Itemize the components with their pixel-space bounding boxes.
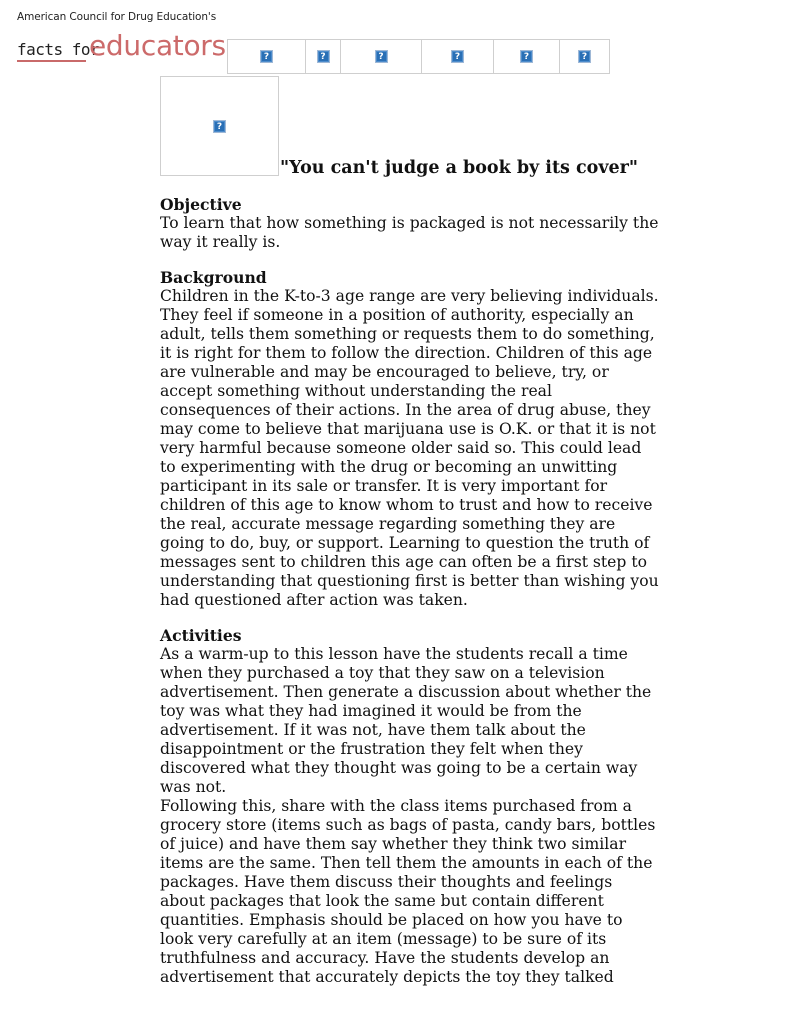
logo-prefix: facts for (17, 40, 100, 59)
broken-image-icon: ? (260, 50, 273, 63)
section-background (160, 268, 660, 610)
section-activities (160, 626, 660, 987)
broken-image-icon: ? (520, 50, 533, 63)
section-objective (160, 195, 660, 252)
nav-item-5[interactable] (493, 39, 559, 74)
logo-underline (17, 60, 86, 62)
broken-image-icon: ? (375, 50, 388, 63)
section-paragraph: To learn that how something is packaged is not necessarily the way it really is. (160, 214, 659, 251)
broken-image-icon: ? (578, 50, 591, 63)
broken-image-icon: ? (451, 50, 464, 63)
lesson-title: "You can't judge a book by its cover" (280, 158, 638, 178)
nav-item-2[interactable] (305, 39, 340, 74)
lesson-image (160, 76, 279, 176)
section-heading: Background (160, 268, 267, 287)
broken-image-icon: ? (317, 50, 330, 63)
main-nav (227, 39, 610, 74)
broken-image-icon: ? (213, 120, 226, 133)
nav-item-6[interactable] (559, 39, 610, 74)
logo-name: educators (89, 29, 226, 62)
section-paragraph: Following this, share with the class items purchased from a grocery store (items such as bags of pasta, candy bars, bottles of juice) and have them say whether they think two similar items are the same. Then tell them the amounts in each of the packages. Have them discuss their thoughts and feelings about packages that look the same but contain different quantities. Emphasis should be placed on how you have to look very carefully at an item (message) to be sure of its truthfulness and accuracy. Have the students develop an advertisement that accurately depicts the toy they talked (160, 797, 656, 986)
section-heading: Objective (160, 195, 242, 214)
nav-item-4[interactable] (421, 39, 493, 74)
nav-item-3[interactable] (340, 39, 421, 74)
section-heading: Activities (160, 626, 242, 645)
org-tagline: American Council for Drug Education's (17, 11, 217, 23)
lesson-content (160, 195, 660, 1003)
section-paragraph: Children in the K-to-3 age range are very believing individuals. They feel if someone in a position of authority, especially an adult, tells them something or requests them to do something, it is right for them to follow the direction. Children of this age are vulnerable and may be encouraged to believe, try, or accept something without understanding the real consequences of their actions. In the area of drug abuse, they may come to believe that marijuana use is O.K. or that it is not very harmful because someone older said so. This could lead to experimenting with the drug or becoming an unwitting participant in its sale or transfer. It is very important for children of this age to know whom to trust and how to receive the real, accurate message regarding something they are going to do, buy, or support. Learning to question the truth of messages sent to children this age can often be a first step to understanding that questioning first is better than wishing you had questioned after action was taken. (160, 287, 659, 609)
nav-item-1[interactable] (227, 39, 305, 74)
section-paragraph: As a warm-up to this lesson have the students recall a time when they purchased a toy that they saw on a television advertisement. Then generate a discussion about whether the toy was what they had imagined it would be from the advertisement. If it was not, have them talk about the disappointment or the frustration they felt when they discovered what they thought was going to be a certain way was not. (160, 645, 652, 796)
